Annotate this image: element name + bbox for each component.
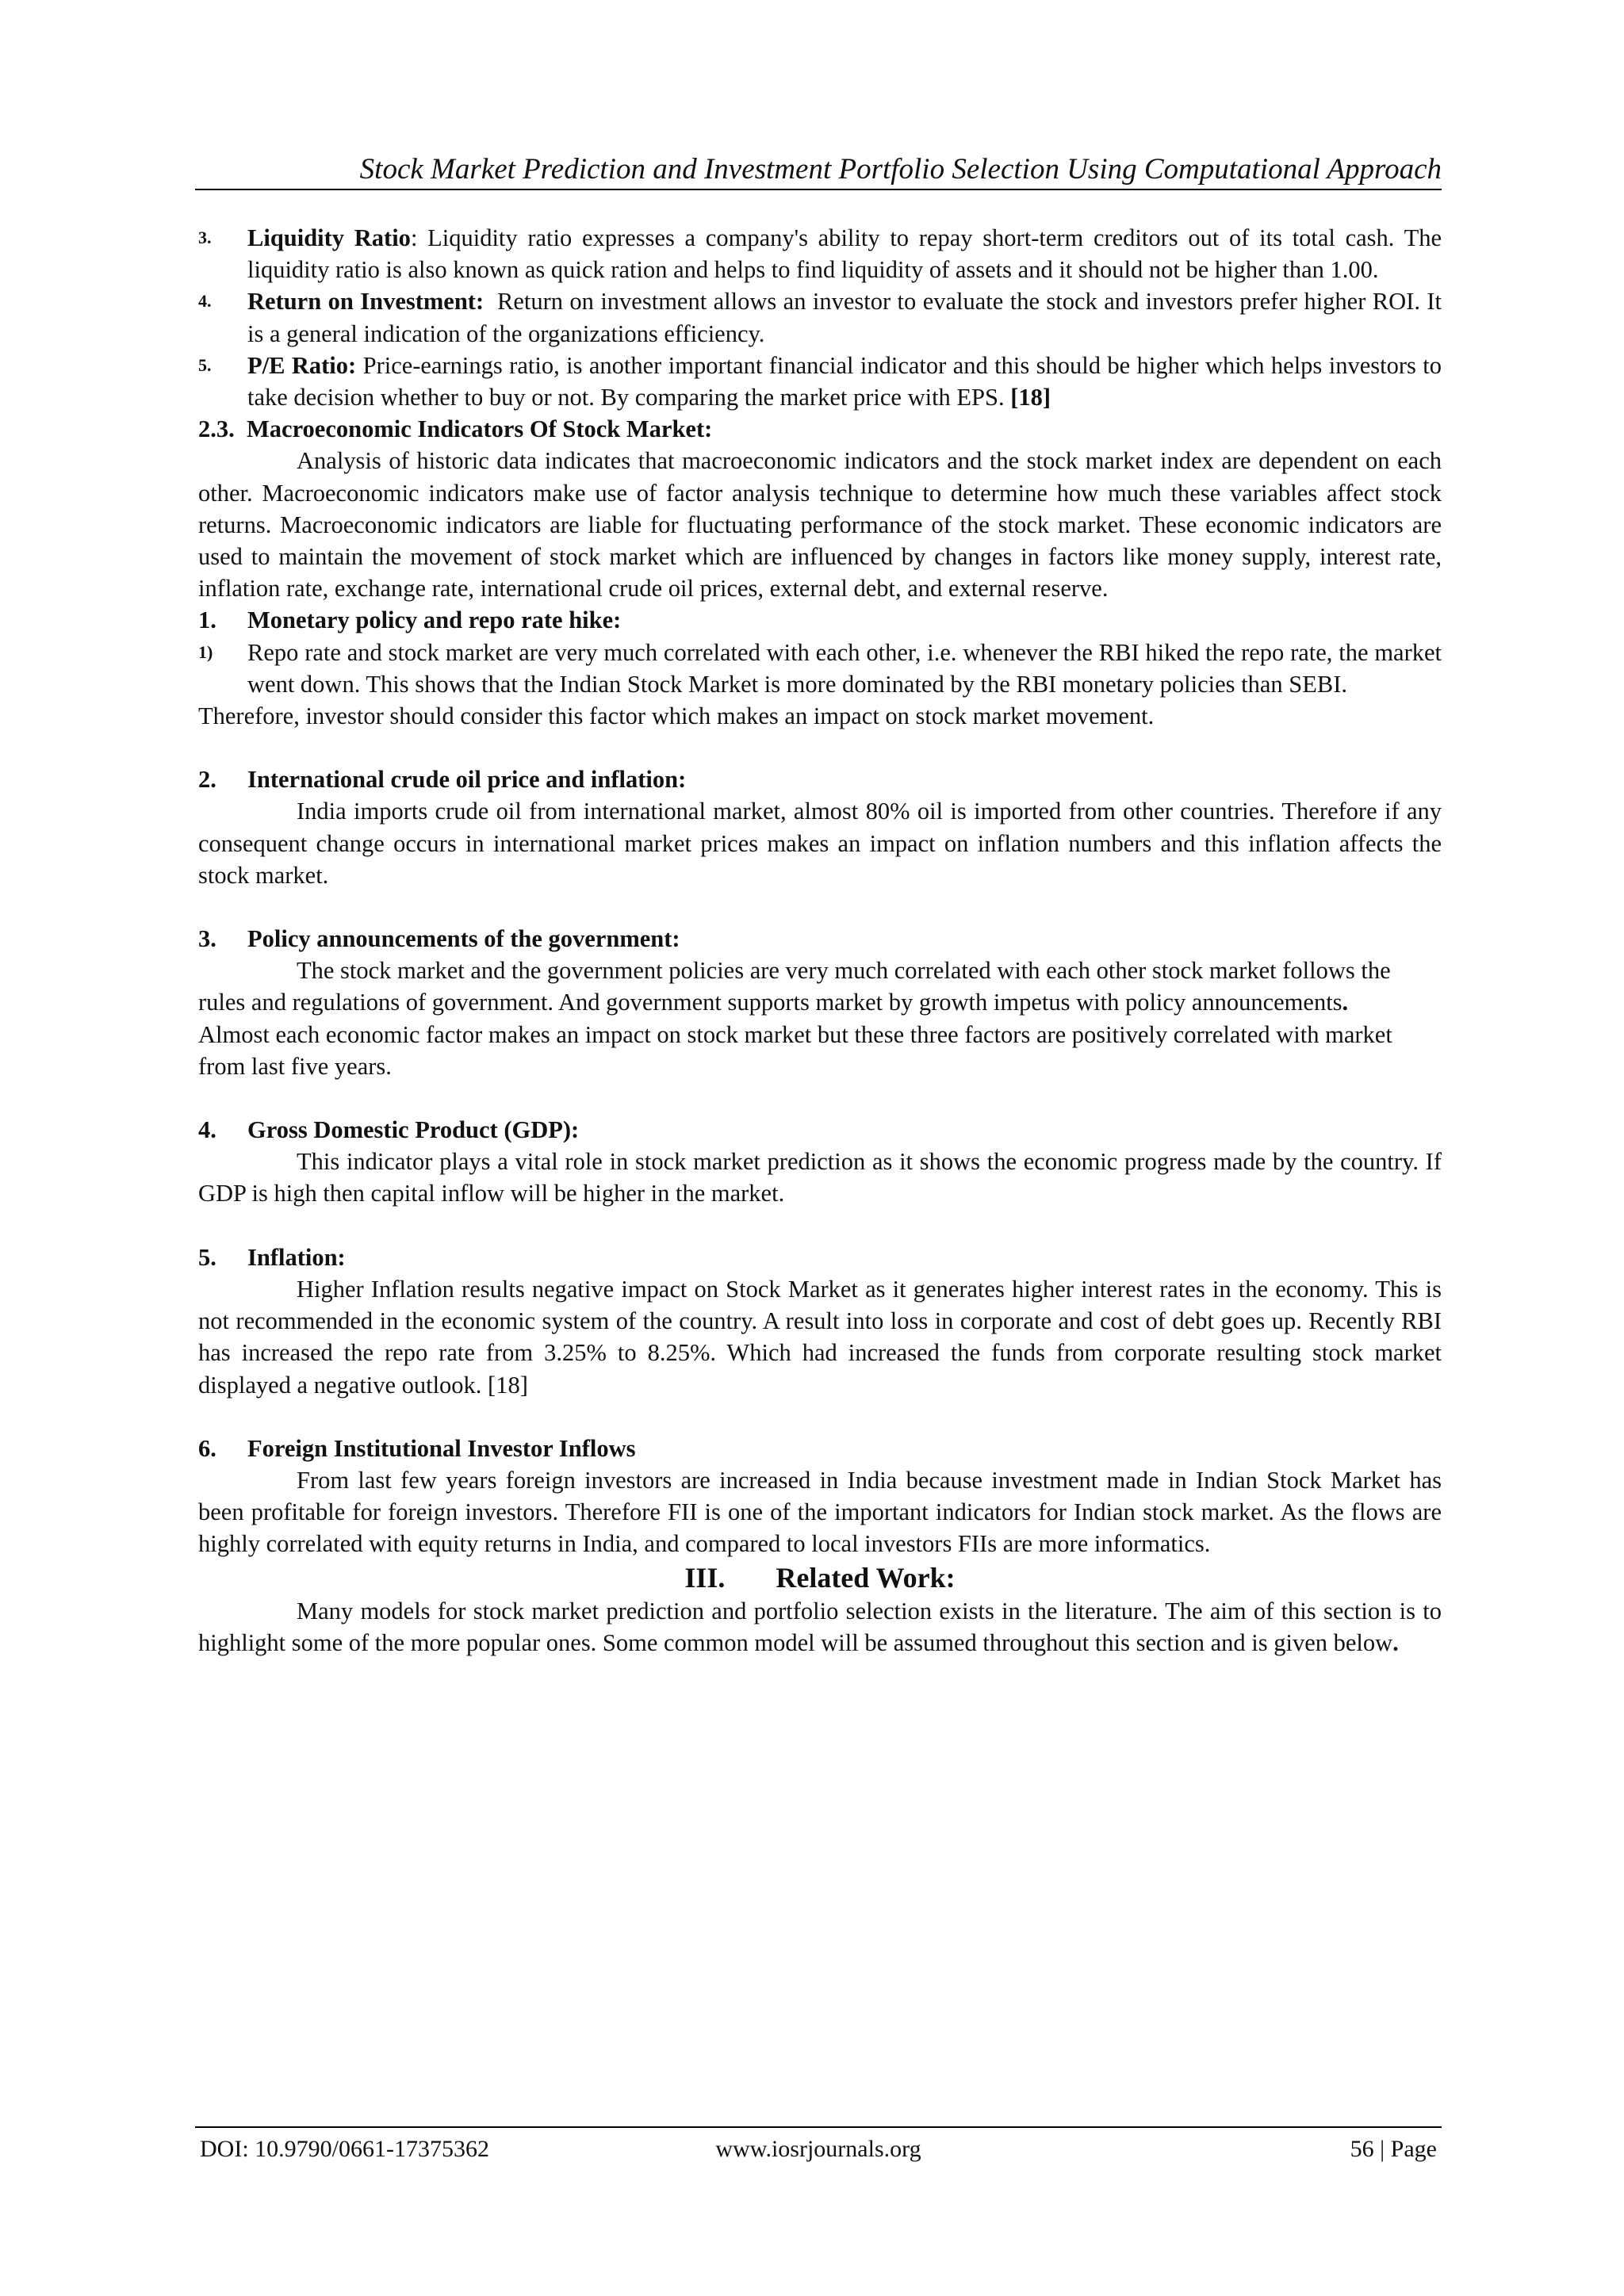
ratio-term: Return on Investment: [247,288,485,316]
citation-ref: [18] [1010,384,1051,411]
related-work-body: Many models for stock market prediction and portfolio selection exists in the literature. The aim of this section is to highlight some of the more popular ones. Some common model will be assumed throughout this section and is given below [198,1597,1442,1656]
spacer [198,891,1442,923]
factor-number: 4. [198,1116,216,1144]
section-2-3-intro: Analysis of historic data indicates that macroeconomic indicators and the stock market index are dependent on each other. Macroeconomic indicators make use of factor analysis technique to determine how much these variables affect stock returns. Macroeconomic indicators are liable for fluctuating performance of the stock market. These economic indicators are used to maintain the movement of stock market which are influenced by changes in factors like money supply, interest rate, inflation rate, exchange rate, international crude oil prices, external debt, and external reserve. [198,447,1442,603]
ratio-text: Return on investment allows an investor to evaluate the stock and investors prefer higher ROI. It is a general indication of the organizations efficiency. [247,288,1448,347]
main-content [198,222,1448,1659]
sub-number: 1) [198,641,213,662]
factor-3-text-a: The stock market and the government policies are very much correlated with each other stock market follows the rules and regulations of government. And government supports market by growth impetus with policy announcements [198,957,1391,1016]
factor-number: 1. [198,607,216,634]
section-heading-2-3: 2.3. Macroeconomic Indicators Of Stock Market: [198,415,713,443]
list-number: 3. [198,228,212,247]
factor-2-text: India imports crude oil from international market, almost 80% oil is imported from other countries. Therefore if any consequent change occurs in international market prices makes an impact on inflation numbers and this inflation affects the stock market. [198,798,1442,889]
factor-title: Inflation: [247,1243,346,1271]
factor-4-text: This indicator plays a vital role in stock market prediction as it shows the economic progress made by the country. If GDP is high then capital inflow will be higher in the market. [198,1148,1442,1207]
ratio-term-sep: : [410,224,418,251]
section-heading-related-work [198,1560,1442,1595]
ratio-term: Liquidity Ratio [247,224,411,251]
factor-title: Policy announcements of the government: [247,925,680,953]
spacer [198,732,1442,763]
section-roman-numeral: III. [684,1561,726,1594]
factor-1-subitem [198,637,1442,700]
factor-5-text: Higher Inflation results negative impact on Stock Market as it generates higher interest rates in the economy. This is not recommended in the economic system of the country. A result into loss in corporate and cost of debt goes up. Recently RBI has increased the repo rate from 3.25% to 8.25%. Which had increased the funds from corporate resulting stock market displayed a negative outlook. [18] [198,1275,1442,1399]
page-footer [195,2126,1442,2162]
factor-6-text: From last few years foreign investors are increased in India because investment made in Indian Stock Market has been profitable for foreign investors. Therefore FII is one of the important indicators for Indian stock market. As the flows are highly correlated with equity returns in India, and compared to local investors FIIs are more informatics. [198,1466,1442,1558]
related-work-end-dot: . [1392,1628,1399,1656]
factor-1-conclusion: Therefore, investor should consider this factor which makes an impact on stock market movement. [198,702,1155,730]
ratio-item-liquidity [198,222,1442,285]
related-work-text [198,1595,1442,1659]
ratio-term: P/E Ratio: [247,351,357,379]
factor-heading-gdp [198,1114,1442,1146]
factor-title: International crude oil price and inflation: [247,766,687,794]
factor-1-subitem-text: Repo rate and stock market are very much correlated with each other, i.e. whenever the RBI hiked the repo rate, the market went down. This shows that the Indian Stock Market is more dominated by the RBI monetary policies than SEBI. [247,638,1442,698]
factor-3-text-dot: . [1342,989,1349,1016]
ratio-item-pe [198,350,1442,413]
factor-heading-monetary [198,604,1442,636]
spacer [198,1401,1442,1433]
ratio-text: Price-earnings ratio, is another important financial indicator and this should be higher which helps investors to take decision whether to buy or not. By comparing the market price with EPS. [247,351,1442,411]
ratio-text: Liquidity ratio expresses a company's ability to repay short-term creditors out of its total cash. The liquidity ratio is also known as quick ration and helps to find liquidity of assets and it should not be higher than 1.00. [247,224,1442,284]
spacer [198,1210,1442,1242]
factor-3-text [198,955,1442,1082]
footer-website: www.iosrjournals.org [715,2136,921,2162]
factor-heading-crude-oil [198,763,1442,795]
factor-heading-inflation [198,1242,1442,1273]
factor-number: 2. [198,766,216,794]
spacer [198,1082,1442,1114]
factor-title: Gross Domestic Product (GDP): [247,1116,580,1144]
factor-3-text-b: Almost each economic factor makes an impact on stock market but these three factors are positively correlated with market from last five years. [198,1020,1392,1080]
ratio-item-roi [198,285,1448,349]
list-number: 4. [198,291,212,312]
footer-page-number: 56 | Page [1350,2136,1437,2162]
factor-number: 6. [198,1434,216,1462]
factor-title: Monetary policy and repo rate hike: [247,607,622,634]
section-title: Related Work: [776,1561,956,1594]
factor-number: 3. [198,925,216,953]
factor-title: Foreign Institutional Investor Inflows [247,1434,636,1462]
factor-heading-fii [198,1433,1442,1464]
footer-doi: DOI: 10.9790/0661-17375362 [200,2136,489,2162]
running-header: Stock Market Prediction and Investment Portfolio Selection Using Computational Approach [195,152,1442,190]
factor-heading-policy [198,923,1442,955]
factor-number: 5. [198,1243,216,1271]
list-number: 5. [198,354,212,375]
